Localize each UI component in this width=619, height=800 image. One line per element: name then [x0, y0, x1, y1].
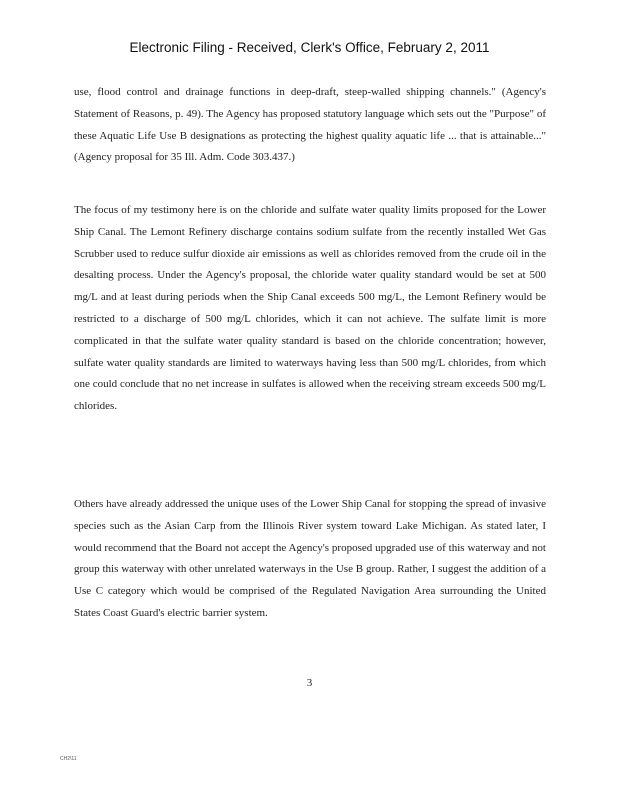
footer-code: CH2\11 — [60, 756, 77, 762]
paragraph-2: The focus of my testimony here is on the chloride and sulfate water quality limits proposed for the Lower Ship Canal. The Lemont Refinery discharge contains sodium sulfate from the recently installed Wet Gas Scrubber used to reduce sulfur dioxide air emissions as well as chlorides removed from the crude oil in the desalting process. Under the Agency's proposal, the chloride water quality standard would be set at 500 mg/L and at least during periods when the Ship Canal exceeds 500 mg/L, the Lemont Refinery would be restricted to a discharge of 500 mg/L chlorides, which it can not achieve. The sulfate limit is more complicated in that the sulfate water quality standard is based on the chloride concentration; however, sulfate water quality standards are limited to waterways having less than 500 mg/L chlorides, from which one could conclude that no net increase in sulfates is allowed when the receiving stream exceeds 500 mg/L chlorides. — [74, 204, 546, 413]
page-number: 3 — [306, 677, 313, 689]
paragraph-3: Others have already addressed the unique uses of the Lower Ship Canal for stopping the spread of invasive species such as the Asian Carp from the Illinois River system toward Lake Michigan. As stated later, I would recommend that the Board not accept the Agency's proposed upgraded use of this waterway and not group this waterway with other unrelated waterways in the Use B group. Rather, I suggest the addition of a Use C category which would be comprised of the Regulated Navigation Area surrounding the United States Coast Guard's electric barrier system. — [74, 498, 546, 619]
filing-header: Electronic Filing - Received, Clerk's Office, February 2, 2011 — [129, 40, 490, 55]
paragraph-1: use, flood control and drainage functions in deep-draft, steep-walled shipping channels." (Agency's Statement of Reasons, p. 49). The Agency has proposed statutory language which sets out the "Purpose" of these Aquatic Life Use B designations as protecting the highest quality aquatic life ... that is attainable..." (Agency proposal for 35 Ill. Adm. Code 303.437.) — [74, 86, 546, 164]
